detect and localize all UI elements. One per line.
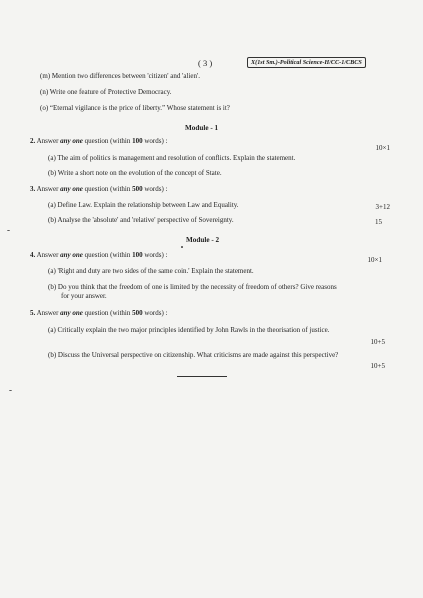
page-number: ( 3 ) bbox=[198, 58, 213, 68]
question-2a bbox=[48, 154, 295, 163]
sub-label: (a) bbox=[48, 201, 56, 209]
sub-text: Discuss the Universal perspective on citizenship. What criticisms are made against this perspective? bbox=[57, 351, 339, 359]
instr-text: words) : bbox=[142, 309, 168, 317]
question-3-number: 3. bbox=[30, 185, 36, 193]
item-m bbox=[40, 72, 200, 81]
question-4-marks: 10×1 bbox=[367, 256, 382, 264]
question-2-marks: 10×1 bbox=[375, 144, 390, 152]
stray-dot bbox=[181, 246, 183, 248]
instr-text: Answer bbox=[36, 309, 61, 317]
item-n bbox=[40, 88, 172, 97]
scan-mark bbox=[7, 230, 10, 231]
module-2-title: Module - 2 bbox=[186, 236, 220, 244]
question-5a-marks: 10+5 bbox=[370, 338, 385, 346]
sub-text: Define Law. Explain the relationship between Law and Equality. bbox=[57, 201, 239, 209]
instr-text: question (within bbox=[82, 251, 133, 259]
paper-code-box: X(1st Sm.)-Political Science-H/CC-1/CBCS bbox=[247, 57, 366, 68]
module-1-title: Module - 1 bbox=[185, 124, 219, 132]
question-5b bbox=[48, 351, 338, 360]
sub-label: (b) bbox=[48, 169, 57, 177]
instr-text: question (within bbox=[82, 137, 133, 145]
instr-word-limit: 100 bbox=[132, 137, 143, 145]
question-2-number: 2. bbox=[30, 137, 36, 145]
question-5-number: 5. bbox=[30, 309, 36, 317]
scan-mark bbox=[9, 390, 12, 391]
instr-text: words) : bbox=[142, 137, 168, 145]
sub-label: (b) bbox=[48, 283, 57, 291]
sub-label: (b) bbox=[48, 216, 57, 224]
question-5a bbox=[48, 326, 330, 335]
end-rule bbox=[177, 376, 227, 377]
instr-word-limit: 500 bbox=[132, 185, 143, 193]
question-3b-marks: 15 bbox=[375, 218, 382, 226]
sub-text: 'Right and duty are two sides of the same coin.' Explain the statement. bbox=[57, 267, 254, 275]
instr-word-limit: 100 bbox=[132, 251, 143, 259]
item-o-text: “Eternal vigilance is the price of liberty.” Whose statement is it? bbox=[49, 104, 230, 112]
instr-emphasis: any one bbox=[60, 309, 83, 317]
question-4b bbox=[48, 283, 337, 292]
question-4-number: 4. bbox=[30, 251, 36, 259]
question-3b bbox=[48, 216, 234, 225]
question-4a bbox=[48, 267, 254, 276]
question-2b bbox=[48, 169, 222, 178]
instr-text: Answer bbox=[36, 185, 61, 193]
instr-emphasis: any one bbox=[60, 251, 83, 259]
sub-label: (a) bbox=[48, 154, 56, 162]
question-3a-marks: 3+12 bbox=[375, 203, 390, 211]
item-m-text: Mention two differences between 'citizen' and 'alien'. bbox=[51, 72, 201, 80]
item-m-label: (m) bbox=[40, 72, 51, 80]
question-5b-marks: 10+5 bbox=[370, 362, 385, 370]
sub-label: (a) bbox=[48, 326, 56, 334]
question-5-instruction bbox=[30, 309, 168, 318]
question-3-instruction bbox=[30, 185, 168, 194]
sub-label: (a) bbox=[48, 267, 56, 275]
item-o-label: (o) bbox=[40, 104, 49, 112]
instr-text: words) : bbox=[142, 251, 168, 259]
item-n-label: (n) bbox=[40, 88, 49, 96]
sub-label: (b) bbox=[48, 351, 57, 359]
question-4-instruction bbox=[30, 251, 168, 260]
instr-text: Answer bbox=[36, 137, 61, 145]
instr-text: words) : bbox=[142, 185, 168, 193]
question-2-instruction bbox=[30, 137, 168, 146]
item-n-text: Write one feature of Protective Democracy. bbox=[49, 88, 172, 96]
instr-word-limit: 500 bbox=[132, 309, 143, 317]
instr-text: question (within bbox=[82, 185, 133, 193]
sub-text: Write a short note on the evolution of the concept of State. bbox=[57, 169, 222, 177]
question-4b-continuation: for your answer. bbox=[61, 292, 107, 300]
sub-text: The aim of politics is management and resolution of conflicts. Explain the statement. bbox=[57, 154, 296, 162]
instr-text: Answer bbox=[36, 251, 61, 259]
instr-emphasis: any one bbox=[60, 137, 83, 145]
instr-emphasis: any one bbox=[60, 185, 83, 193]
question-3a bbox=[48, 201, 239, 210]
instr-text: question (within bbox=[82, 309, 133, 317]
sub-text: Do you think that the freedom of one is limited by the necessity of freedom of others? Give reasons bbox=[57, 283, 337, 291]
item-o bbox=[40, 104, 230, 113]
sub-text: Critically explain the two major principles identified by John Rawls in the theorisation of justice. bbox=[57, 326, 330, 334]
sub-text: Analyse the 'absolute' and 'relative' perspective of Sovereignty. bbox=[57, 216, 234, 224]
